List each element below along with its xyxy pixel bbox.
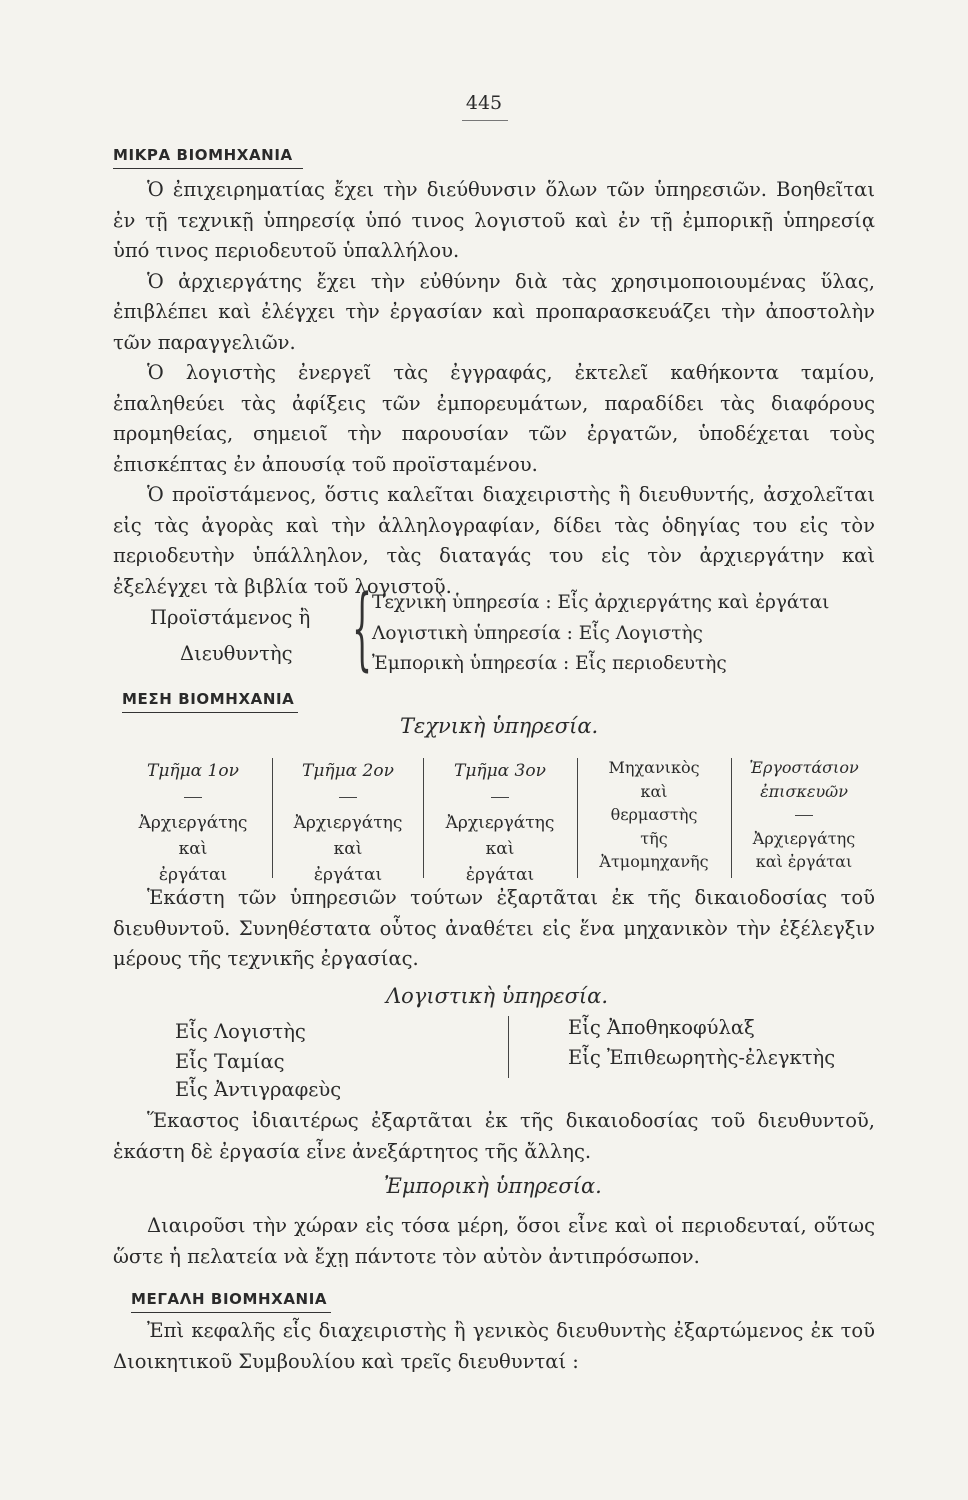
column-dash bbox=[733, 803, 875, 827]
column-line: ἐργάται bbox=[465, 865, 535, 885]
page-number: 445 bbox=[465, 92, 503, 114]
column-line: Ἀτμομηχανῆς bbox=[599, 852, 709, 871]
column-line: Ἀρχιεργάτης bbox=[445, 813, 555, 833]
table-divider bbox=[423, 758, 424, 878]
paragraph: Ἕκαστος ἰδιαιτέρως ἐξαρτᾶται ἐκ τῆς δικαιοδοσίας τοῦ διευθυντοῦ, ἑκάστη δὲ ἐργασία εἶνε ἀνεξάρτητος τῆς ἄλλης. bbox=[113, 1109, 875, 1163]
section-rule bbox=[113, 168, 303, 169]
section-heading-small-industry: ΜΙΚΡΑ ΒΙΟΜΗΧΑΝΙΑ bbox=[113, 146, 293, 164]
column-dash bbox=[274, 784, 422, 810]
scheme-right-1: Τεχνικὴ ὑπηρεσία : Εἷς ἀρχιεργάτης καὶ ἐργάται bbox=[372, 592, 830, 613]
column-line: Ἀρχιεργάτης bbox=[138, 813, 248, 833]
column-line: θερμαστὴς bbox=[610, 805, 698, 824]
accounting-left-2: Εἷς Ταμίας bbox=[175, 1050, 285, 1073]
column-title: Ἐργοστάσιον bbox=[749, 758, 859, 777]
paragraph: Ὁ ἐπιχειρηματίας ἔχει τὴν διεύθυνσιν ὅλων τῶν ὑπηρεσιῶν. Βοηθεῖται ἐν τῇ τεχνικῇ ὑπηρεσίᾳ ὑπό τινος λογιστοῦ καὶ ἐν τῇ ἐμπορικῇ ὑπηρεσίᾳ ὑπό τινος περιοδευτοῦ ὑπαλλήλου. bbox=[113, 178, 875, 262]
table-column-1 bbox=[112, 758, 274, 888]
table-divider bbox=[272, 758, 273, 878]
scheme-left-line2: Διευθυντὴς bbox=[180, 642, 293, 665]
section-rule bbox=[122, 712, 298, 713]
column-title: Τμῆμα 1ον bbox=[147, 761, 239, 781]
column-dash bbox=[425, 784, 575, 810]
accounting-left-1: Εἷς Λογιστὴς bbox=[175, 1020, 306, 1043]
accounting-divider bbox=[508, 1016, 509, 1078]
paragraph: Διαιροῦσι τὴν χώραν εἰς τόσα μέρη, ὅσοι εἶνε καὶ οἱ περιοδευταί, οὕτως ὥστε ἡ πελατεία νὰ ἔχῃ πάντοτε τὸν αὐτὸν ἀντιπρόσωπον. bbox=[113, 1214, 875, 1268]
paragraph: Ὁ ἀρχιεργάτης ἔχει τὴν εὐθύνην διὰ τὰς χρησιμοποιουμένας ὕλας, ἐπιβλέπει καὶ ἐλέγχει τὴν ἐργασίαν καὶ προπαρασκευάζει τὴν ἀποστολὴν τῶν παραγγελιῶν. bbox=[113, 269, 875, 354]
large-industry-text bbox=[113, 1316, 875, 1377]
accounting-right-2: Εἷς Ἐπιθεωρητὴς-ἐλεγκτὴς bbox=[568, 1046, 836, 1069]
column-line: καὶ bbox=[333, 839, 363, 859]
section-heading-medium-industry: ΜΕΣΗ ΒΙΟΜΗΧΑΝΙΑ bbox=[122, 690, 295, 708]
accounting-service-text bbox=[113, 1106, 875, 1167]
column-line: καὶ ἐργάται bbox=[755, 852, 853, 871]
paragraph: Ὁ προϊστάμενος, ὅστις καλεῖται διαχειριστὴς ἢ διευθυντής, ἀσχολεῖται εἰς τὰς ἀγορὰς καὶ τὴν ἀλληλογραφίαν, δίδει τὰς ὁδηγίας του εἰς τὸν περιοδευτὴν ὑπάλληλον, τὰς διαταγάς του εἰς τὸν ἀρχιεργάτην καὶ ἐξελέγχει τὰ βιβλία τοῦ λογιστοῦ. bbox=[113, 483, 875, 598]
column-title: Τμῆμα 2ον bbox=[302, 761, 394, 781]
paragraph: Ἑκάστη τῶν ὑπηρεσιῶν τούτων ἐξαρτᾶται ἐκ τῆς δικαιοδοσίας τοῦ διευθυντοῦ. Συνηθέστατα οὗτος ἀναθέτει εἰς ἕνα μηχανικὸν τὴν ἐξέλεγξιν μέρους τῆς τεχνικῆς ἐργασίας. bbox=[113, 886, 875, 970]
table-column-4 bbox=[579, 756, 729, 874]
scheme-right-2: Λογιστικὴ ὑπηρεσία : Εἷς Λογιστὴς bbox=[372, 623, 703, 644]
column-line: Ἀρχιεργάτης bbox=[752, 828, 856, 848]
column-line: καὶ bbox=[485, 839, 515, 859]
column-title: Τμῆμα 3ον bbox=[454, 761, 546, 781]
accounting-service-heading: Λογιστικὴ ὑπηρεσία. bbox=[386, 984, 608, 1008]
paragraph: Ἐπὶ κεφαλῆς εἷς διαχειριστὴς ἢ γενικὸς διευθυντὴς ἐξαρτώμενος ἐκ τοῦ Διοικητικοῦ Συμβουλίου καὶ τρεῖς διευθυνταί : bbox=[113, 1319, 875, 1373]
column-dash bbox=[112, 784, 274, 810]
section-heading-large-industry: ΜΕΓΑΛΗ ΒΙΟΜΗΧΑΝΙΑ bbox=[131, 1290, 328, 1308]
column-line: καὶ bbox=[640, 781, 668, 801]
technical-service-text bbox=[113, 883, 875, 975]
table-divider bbox=[577, 758, 578, 878]
page-number-rule bbox=[462, 120, 508, 121]
table-column-3 bbox=[425, 758, 575, 888]
column-line: ἐργάται bbox=[158, 865, 228, 885]
column-line: καὶ bbox=[178, 839, 208, 859]
small-industry-text bbox=[113, 175, 875, 602]
section-rule bbox=[131, 1312, 331, 1313]
column-line: ἐργάται bbox=[313, 865, 383, 885]
column-line: Ἀρχιεργάτης bbox=[293, 813, 403, 833]
table-divider bbox=[731, 758, 732, 878]
scheme-left-line1: Προϊστάμενος ἢ bbox=[150, 606, 311, 629]
scheme-right-3: Ἐμπορικὴ ὑπηρεσία : Εἷς περιοδευτὴς bbox=[372, 653, 727, 674]
column-line: τῆς bbox=[640, 828, 668, 848]
column-title: Μηχανικὸς bbox=[608, 758, 700, 777]
column-line: ἐπισκευῶν bbox=[760, 781, 848, 801]
brace-symbol: { bbox=[352, 576, 373, 681]
table-column-2 bbox=[274, 758, 422, 888]
commercial-service-text bbox=[113, 1211, 875, 1272]
table-column-5 bbox=[733, 756, 875, 874]
accounting-right-1: Εἷς Ἀποθηκοφύλαξ bbox=[568, 1016, 755, 1039]
accounting-left-3: Εἷς Ἀντιγραφεὺς bbox=[175, 1078, 342, 1101]
commercial-service-heading: Ἐμπορικὴ ὑπηρεσία. bbox=[384, 1174, 602, 1198]
technical-service-heading: Τεχνικὴ ὑπηρεσία. bbox=[400, 714, 599, 738]
paragraph: Ὁ λογιστὴς ἐνεργεῖ τὰς ἐγγραφάς, ἐκτελεῖ καθήκοντα ταμίου, ἐπαληθεύει τὰς ἀφίξεις τῶν ἐμπορευμάτων, παραδίδει τὰς διαφόρους προμηθείας, σημειοῖ τὴν παρουσίαν τῶν ἐργατῶν, ὑποδέχεται τοὺς ἐπισκέπτας ἐν ἀπουσίᾳ τοῦ προϊσταμένου. bbox=[113, 361, 875, 476]
